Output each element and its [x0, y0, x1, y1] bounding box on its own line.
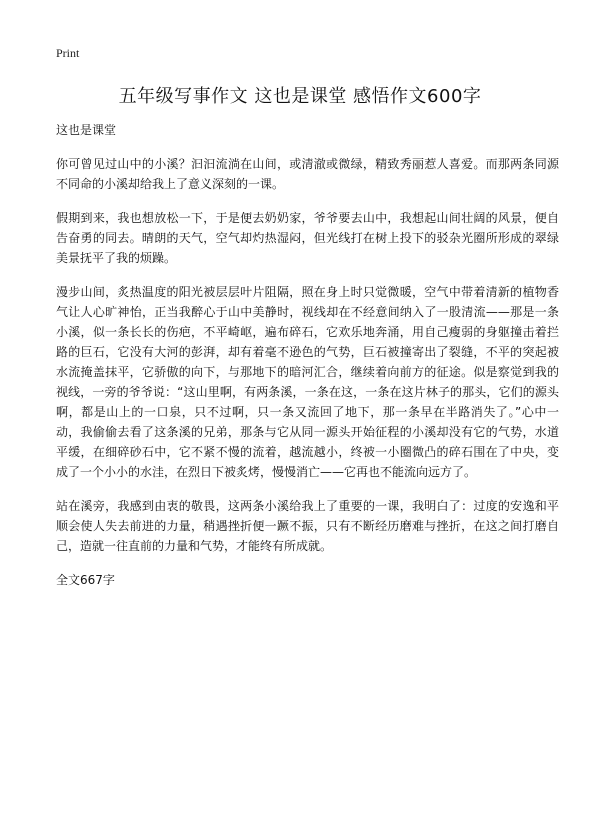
word-count: 全文667字	[56, 573, 115, 587]
print-link[interactable]: Print	[56, 46, 80, 60]
article-body	[56, 120, 559, 590]
paragraph-4: 站在溪旁，我感到由衷的敬畏，这两条小溪给我上了重要的一课，我明白了：过度的安逸和平顺会使人失去前进的力量，稍遇挫折便一蹶不振，只有不断经历磨难与挫折，在这之间打磨自己，造就一往直前的力量和气势，才能终有所成就。	[56, 499, 559, 553]
article-subtitle: 这也是课堂	[56, 123, 117, 137]
paragraph-1: 你可曾见过山中的小溪？汩汩流淌在山间，或清澈或微绿，精致秀丽惹人喜爱。而那两条同源不同命的小溪却给我上了意义深刻的一课。	[56, 157, 559, 191]
page-title: 五年级写事作文 这也是课堂 感悟作文600字	[118, 86, 482, 107]
paragraph-3: 漫步山间，炙热温度的阳光被层层叶片阻隔，照在身上时只觉微暖，空气中带着清新的植物香气让人心旷神怡，正当我醉心于山中美静时，视线却在不经意间纳入了一股清流——那是一条小溪，似一条长长的伤疤，不平崎岖，遍布碎石，它欢乐地奔涌，用自己瘦弱的身躯撞击着拦路的巨石，它没有大河的彭湃，却有着毫不逊色的气势，巨石被撞寄出了裂缝，不平的突起被水流掩盖抹平，它骄傲的向下，与那地下的暗河汇合，继续着向前方的征途。似是察觉到我的视线，一旁的爷爷说：“这山里啊，有两条溪，一条在这，一条在这片林子的那头，它们的源头啊，都是山上的一口泉，只不过啊，只一条又流回了地下，那一条早在半路消失了。”心中一动，我偷偷去看了这条溪的兄弟，那条与它从同一源头开始征程的小溪却没有它的气势，水道平缓，在细碎砂石中，它不紧不慢的流着，越流越小，终被一小圈微凸的碎石围在了中央，变成了一个小小的水洼，在烈日下被炙烤，慢慢消亡——它再也不能流向远方了。	[56, 285, 559, 479]
paragraph-2: 假期到来，我也想放松一下，于是便去奶奶家，爷爷要去山中，我想起山间壮阔的风景，便自告奋勇的同去。晴朗的天气，空气却灼热湿闷，但光线打在树上投下的驳杂光圈所形成的翠绿美景抚平了我的烦躁。	[56, 211, 559, 265]
